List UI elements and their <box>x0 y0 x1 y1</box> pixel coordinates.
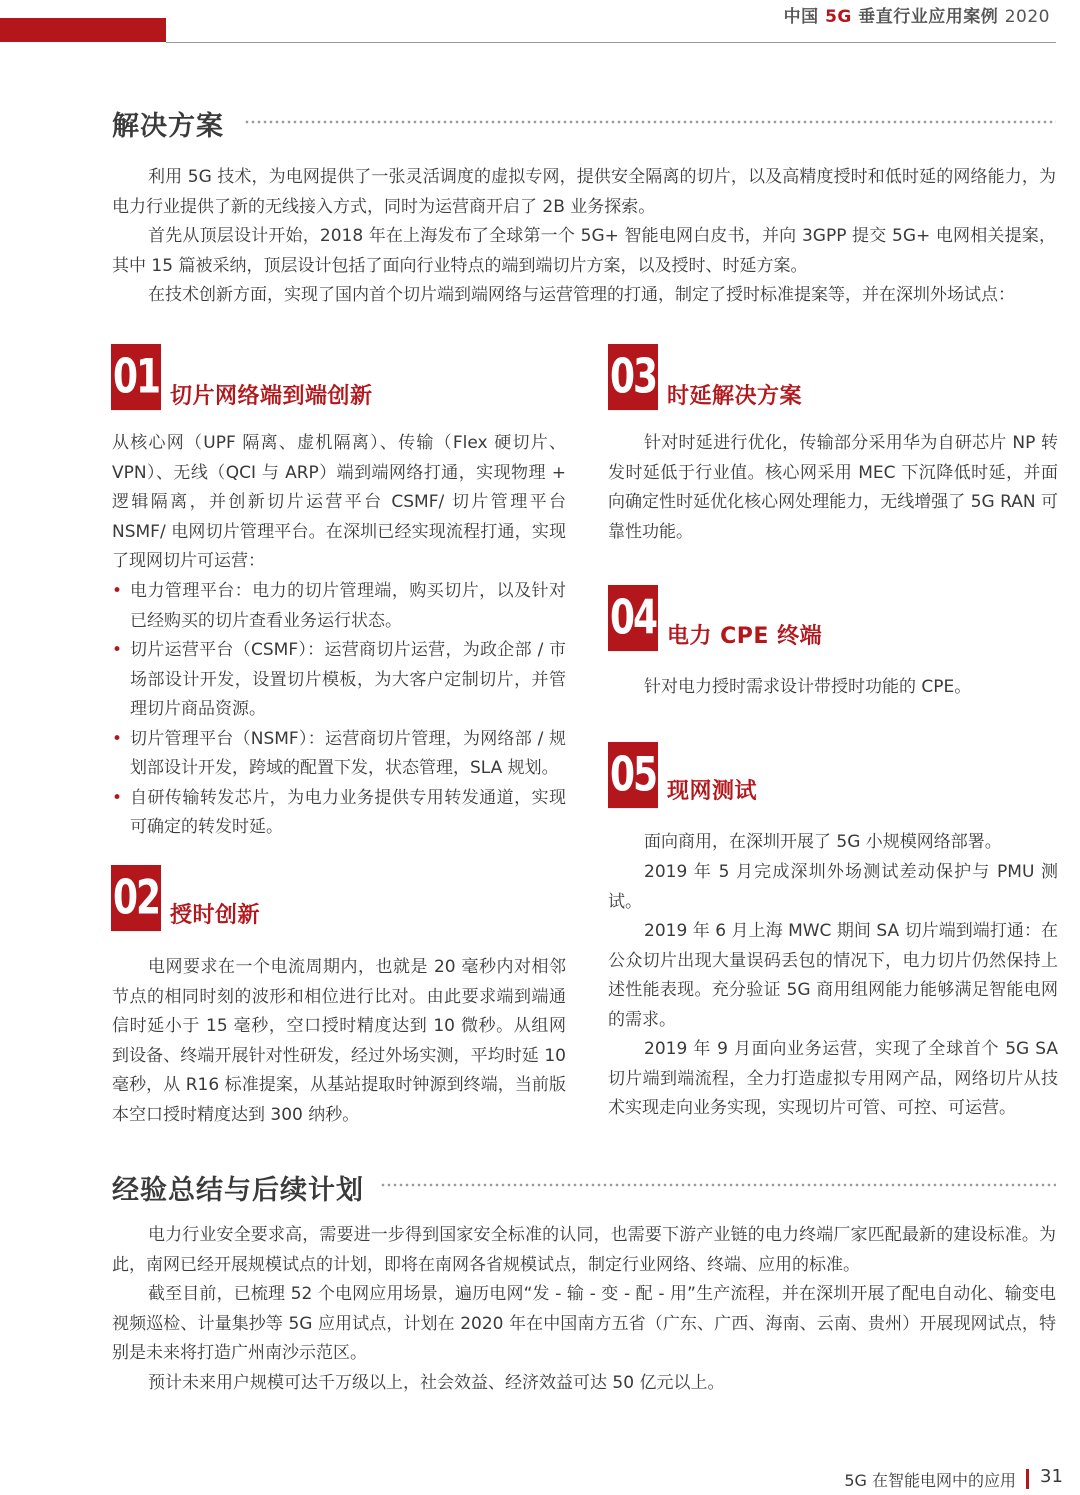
item-02-text: 电网要求在一个电流周期内，也就是 20 毫秒内对相邻节点的相同时刻的波形和相位进行比对。由此要求端到端通信时延小于 15 毫秒，空口授时精度达到 10 微秒。从组网到设备、终端开展针对性研发，经过外场实测，平均时延 10 毫秒，从 R16 标准提案，从基站提取时钟源到终端，当前版本空口授时精度达到 300 纳秒。 <box>112 957 566 1125</box>
bullet-text: 切片运营平台（CSMF）：运营商切片运营，为政企部 / 市场部设计开发，设置切片模板，为大客户定制切片，并管理切片商品资源。 <box>130 640 566 719</box>
footer-divider <box>1026 1469 1029 1489</box>
item-05-title: 现网测试 <box>667 779 758 804</box>
header-prefix: 中国 <box>783 7 826 27</box>
header-rule <box>166 42 1056 43</box>
bullet-icon: • <box>112 728 123 749</box>
item-03-number: 03 <box>608 344 658 410</box>
solution-paragraph: 利用 5G 技术，为电网提供了一张灵活调度的虚拟专网，提供安全隔离的切片，以及高精度授时和低时延的网络能力，为电力行业提供了新的无线接入方式，同时为运营商开启了 2B 业务探索。 <box>112 167 1056 217</box>
item-01-number: 01 <box>111 344 161 410</box>
summary-paragraph: 截至目前，已梳理 52 个电网应用场景，遍历电网“发 - 输 - 变 - 配 - 用”生产流程，并在深圳开展了配电自动化、输变电视频巡检、计量集抄等 5G 应用试点，计划在 2020 年在中国南方五省（广东、广西、海南、云南、贵州）开展现网试点，特别是未来将打造广州南沙示范区。 <box>112 1284 1056 1363</box>
item-03-title: 时延解决方案 <box>667 384 803 409</box>
header-red-bar <box>0 18 166 42</box>
item-05-paragraph: 2019 年 5 月完成深圳外场测试差动保护与 PMU 测试。 <box>608 862 1058 912</box>
bullet-text: 自研传输转发芯片，为电力业务提供专用转发通道，实现可确定的转发时延。 <box>130 787 566 837</box>
solution-title: 解决方案 <box>112 111 224 142</box>
item-05-number: 05 <box>608 742 658 808</box>
item-04-number: 04 <box>608 585 658 651</box>
summary-paragraph: 预计未来用户规模可达千万级以上，社会效益、经济效益可达 50 亿元以上。 <box>148 1373 725 1393</box>
item-02-title: 授时创新 <box>170 903 261 928</box>
item-02-number: 02 <box>111 865 161 931</box>
summary-title: 经验总结与后续计划 <box>112 1175 364 1206</box>
list-item <box>112 577 566 636</box>
summary-paragraph: 电力行业安全要求高，需要进一步得到国家安全标准的认同，也需要下游产业链的电力终端厂家匹配最新的建设标准。为此，南网已经开展规模试点的计划，即将在南网各省规模试点，制定行业网络、终端、应用的标准。 <box>112 1225 1056 1275</box>
summary-title-dotline <box>380 1182 1056 1188</box>
item-03-text: 针对时延进行优化，传输部分采用华为自研芯片 NP 转发时延低于行业值。核心网采用 MEC 下沉降低时延，并面向确定性时延优化核心网处理能力，无线增强了 5G RAN 可靠性功能。 <box>608 433 1058 542</box>
item-05-paragraph: 2019 年 9 月面向业务运营，实现了全球首个 5G SA 切片端到端流程，全力打造虚拟专用网产品，网络切片从技术实现走向业务实现，实现切片可管、可控、可运营。 <box>608 1039 1058 1118</box>
solution-paragraph: 首先从顶层设计开始，2018 年在上海发布了全球第一个 5G+ 智能电网白皮书，并向 3GPP 提交 5G+ 电网相关提案，其中 15 篇被采纳，顶层设计包括了面向行业特点的端到端切片方案，以及授时、时延方案。 <box>112 226 1056 276</box>
item-01-bullet-list <box>112 577 566 843</box>
footer-section-name: 5G 在智能电网中的应用 <box>844 1471 1016 1490</box>
solution-title-dotline <box>244 119 1056 125</box>
bullet-icon: • <box>112 640 123 660</box>
item-04-text: 针对电力授时需求设计带授时功能的 CPE。 <box>644 677 972 697</box>
bullet-text: 电力管理平台：电力的切片管理端，购买切片，以及针对已经购买的切片查看业务运行状态。 <box>130 581 566 631</box>
item-01-title: 切片网络端到端创新 <box>170 384 373 409</box>
list-item <box>112 636 566 725</box>
item-01-intro: 从核心网（UPF 隔离、虚机隔离）、传输（Flex 硬切片、VPN）、无线（QCI 与 ARP）端到端网络打通，实现物理 + 逻辑隔离，并创新切片运营平台 CSMF/ 切片管理平台 NSMF/ 电网切片管理平台。在深圳已经实现流程打通，实现了现网切片可运营： <box>112 433 566 571</box>
item-05-paragraph: 面向商用，在深圳开展了 5G 小规模网络部署。 <box>644 832 1002 852</box>
page-number: 31 <box>1040 1466 1063 1487</box>
list-item <box>112 784 566 843</box>
solution-paragraph: 在技术创新方面，实现了国内首个切片端到端网络与运营管理的打通，制定了授时标准提案等，并在深圳外场试点： <box>148 285 1015 305</box>
bullet-icon: • <box>112 581 123 601</box>
bullet-text: 切片管理平台（NSMF）：运营商切片管理，为网络部 / 规划部设计开发，跨域的配置下发，状态管理，SLA 规划。 <box>130 728 566 778</box>
header-middle: 垂直行业应用案例 <box>851 7 1005 27</box>
header-year: 2020 <box>1004 7 1050 27</box>
header-accent: 5G <box>825 7 852 27</box>
running-header <box>784 2 1050 27</box>
item-04-title: 电力 CPE 终端 <box>667 624 823 649</box>
bullet-icon: • <box>112 787 123 808</box>
item-05-paragraph: 2019 年 6 月上海 MWC 期间 SA 切片端到端打通：在公众切片出现大量误码丢包的情况下，电力切片仍然保持上述性能表现。充分验证 5G 商用组网能力能够满足智能电网的需求。 <box>608 921 1058 1030</box>
list-item <box>112 725 566 784</box>
